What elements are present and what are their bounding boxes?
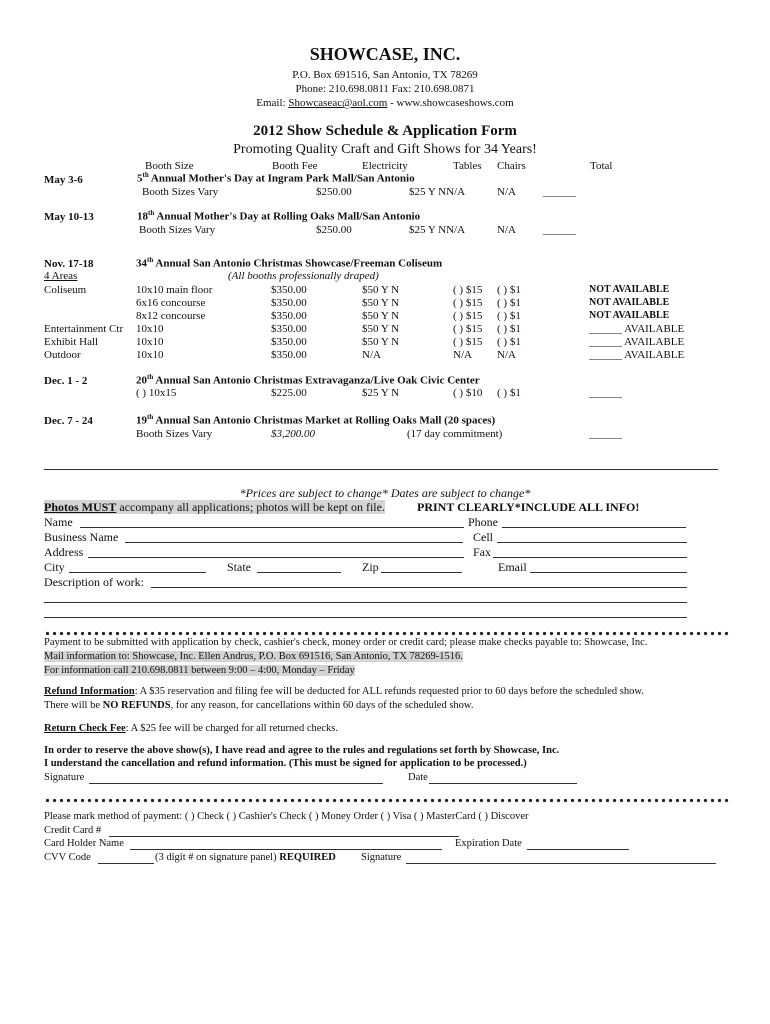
address-field[interactable] bbox=[88, 557, 464, 558]
show-date: May 10-13 bbox=[44, 211, 94, 223]
card-signature-field[interactable] bbox=[406, 863, 716, 864]
col-tables: Tables bbox=[453, 160, 482, 172]
col-booth-size: Booth Size bbox=[145, 160, 194, 172]
email-link[interactable]: Showcaseac@aol.com bbox=[288, 97, 388, 109]
booth-size: 10x10 main floor bbox=[136, 284, 213, 296]
zip-label: Zip bbox=[362, 560, 379, 574]
chairs-option[interactable]: ( ) $1 bbox=[497, 284, 521, 296]
expiration-field[interactable] bbox=[527, 849, 629, 850]
card-holder-field[interactable] bbox=[130, 849, 442, 850]
area-name: Entertainment Ctr bbox=[44, 323, 124, 335]
address-label: Address bbox=[44, 545, 84, 559]
total-field[interactable]: ______ bbox=[589, 428, 622, 440]
zip-field[interactable] bbox=[381, 572, 462, 573]
agreement-text-2: I understand the cancellation and refund information. (This must be signed for application to be processed.) bbox=[44, 758, 527, 769]
electricity-option[interactable]: $50 Y N bbox=[362, 310, 400, 322]
area-name: Coliseum bbox=[44, 284, 87, 296]
expiration-label: Expiration Date bbox=[455, 838, 522, 849]
email-field-label: Email bbox=[498, 560, 527, 574]
email-field[interactable] bbox=[530, 572, 687, 573]
city-label: City bbox=[44, 560, 65, 574]
card-signature-label: Signature bbox=[361, 852, 402, 863]
tables-option[interactable]: ( ) $15 bbox=[453, 310, 483, 322]
tables-option[interactable]: ( ) $15 bbox=[453, 297, 483, 309]
company-address: P.O. Box 691516, San Antonio, TX 78269 bbox=[292, 69, 478, 81]
commitment-note: (17 day commitment) bbox=[407, 428, 503, 440]
booth-fee: $225.00 bbox=[271, 387, 307, 399]
cvv-field[interactable] bbox=[98, 863, 154, 864]
show-title: 19th Annual San Antonio Christmas Market at Rolling Oaks Mall (20 spaces) bbox=[136, 413, 496, 427]
mail-instructions: Mail information to: Showcase, Inc. Ellen Andrus, P.O. Box 691516, San Antonio, TX 78269-1516. bbox=[44, 651, 463, 662]
show-date: Dec. 7 - 24 bbox=[44, 415, 93, 427]
company-phone: Phone: 210.698.0811 Fax: 210.698.0871 bbox=[295, 83, 475, 95]
description-label: Description of work: bbox=[44, 575, 144, 589]
show-title: 18th Annual Mother's Day at Rolling Oaks Mall/San Antonio bbox=[137, 209, 421, 223]
form-title: 2012 Show Schedule & Application Form bbox=[253, 123, 517, 139]
availability[interactable]: ______ AVAILABLE bbox=[589, 336, 685, 348]
chairs-option[interactable]: ( ) $1 bbox=[497, 297, 521, 309]
booth-size: 10x10 bbox=[136, 323, 164, 335]
refund-info-2: There will be NO REFUNDS, for any reason, for cancellations within 60 days of the scheduled show. bbox=[44, 700, 474, 711]
electricity-option[interactable]: $50 Y N bbox=[362, 323, 400, 335]
cvv-label: CVV Code bbox=[44, 852, 91, 863]
booth-size: 10x10 bbox=[136, 336, 164, 348]
phone-field[interactable] bbox=[502, 527, 686, 528]
description-field[interactable] bbox=[151, 587, 687, 588]
booth-size: Booth Sizes Vary bbox=[142, 186, 219, 198]
availability: NOT AVAILABLE bbox=[589, 297, 670, 308]
state-field[interactable] bbox=[257, 572, 341, 573]
electricity-option[interactable]: $50 Y N bbox=[362, 297, 400, 309]
city-field[interactable] bbox=[69, 572, 206, 573]
business-name-field[interactable] bbox=[125, 542, 463, 543]
payment-instructions: Payment to be submitted with application by check, cashier's check, money order or credit card; please make checks payable to: Showcase, Inc. bbox=[44, 637, 648, 648]
chairs-option: N/A bbox=[497, 224, 516, 236]
availability: NOT AVAILABLE bbox=[589, 310, 670, 321]
show-date: Dec. 1 - 2 bbox=[44, 375, 88, 387]
credit-card-label: Credit Card # bbox=[44, 825, 102, 836]
chairs-option[interactable]: ( ) $1 bbox=[497, 323, 521, 335]
return-check-fee: Return Check Fee: A $25 fee will be charged for all returned checks. bbox=[44, 723, 339, 734]
booth-size: Booth Sizes Vary bbox=[139, 224, 216, 236]
chairs-option[interactable]: ( ) $1 bbox=[497, 310, 521, 322]
tables-option[interactable]: ( ) $15 bbox=[453, 336, 483, 348]
electricity-option[interactable]: $25 Y NN/A bbox=[409, 186, 466, 198]
booth-fee: $350.00 bbox=[271, 310, 307, 322]
booth-fee: $350.00 bbox=[271, 284, 307, 296]
booth-fee: $350.00 bbox=[271, 323, 307, 335]
date-field[interactable] bbox=[429, 783, 577, 784]
phone-label: Phone bbox=[468, 515, 498, 529]
price-note: *Prices are subject to change* Dates are subject to change* bbox=[239, 486, 531, 500]
description-field-line[interactable] bbox=[44, 617, 687, 618]
booth-fee: $250.00 bbox=[316, 224, 352, 236]
dotted-divider bbox=[44, 631, 730, 636]
company-name: SHOWCASE, INC. bbox=[309, 44, 461, 64]
cell-label: Cell bbox=[473, 530, 493, 544]
company-contact bbox=[0, 97, 770, 109]
availability: NOT AVAILABLE bbox=[589, 284, 670, 295]
print-clearly-note: PRINT CLEARLY*INCLUDE ALL INFO! bbox=[417, 500, 640, 514]
booth-size: 8x12 concourse bbox=[136, 310, 206, 322]
email-label: Email: bbox=[256, 97, 289, 109]
show-title: 5th Annual Mother's Day at Ingram Park Mall/San Antonio bbox=[137, 171, 415, 185]
total-field[interactable]: ______ bbox=[543, 186, 576, 198]
area-name: Exhibit Hall bbox=[44, 336, 99, 348]
tables-option: N/A bbox=[453, 349, 472, 361]
booth-fee: $350.00 bbox=[271, 297, 307, 309]
electricity-option[interactable]: $50 Y N bbox=[362, 336, 400, 348]
date-label: Date bbox=[408, 772, 428, 783]
section-divider bbox=[44, 469, 718, 470]
booth-size-option[interactable]: ( ) 10x15 bbox=[136, 387, 177, 399]
description-field-line[interactable] bbox=[44, 602, 687, 603]
show-title: 20th Annual San Antonio Christmas Extravaganza/Live Oak Civic Center bbox=[136, 373, 480, 387]
area-name: Outdoor bbox=[44, 349, 81, 361]
electricity-option: N/A bbox=[362, 349, 381, 361]
booth-fee: $3,200.00 bbox=[271, 428, 315, 440]
info-phone: For information call 210.698.0811 between 9:00 – 4:00, Monday – Friday bbox=[44, 665, 355, 676]
refund-info: Refund Information: A $35 reservation and filing fee will be deducted for ALL refunds requested prior to 60 days before the scheduled show. bbox=[44, 686, 644, 697]
tables-option[interactable]: ( ) $15 bbox=[453, 323, 483, 335]
business-name-label: Business Name bbox=[44, 530, 119, 544]
tagline: Promoting Quality Craft and Gift Shows for 34 Years! bbox=[233, 142, 537, 157]
state-label: State bbox=[227, 560, 251, 574]
card-holder-label: Card Holder Name bbox=[44, 838, 124, 849]
show-date: May 3-6 bbox=[44, 174, 83, 186]
col-electricity: Electricity bbox=[362, 160, 408, 172]
booth-size: 6x16 concourse bbox=[136, 297, 206, 309]
dotted-divider bbox=[44, 798, 730, 803]
total-field[interactable]: ______ bbox=[543, 224, 576, 236]
credit-card-field[interactable] bbox=[109, 836, 459, 837]
booth-fee: $350.00 bbox=[271, 336, 307, 348]
areas-label: 4 Areas bbox=[44, 270, 78, 282]
fax-field[interactable] bbox=[493, 557, 687, 558]
electricity-option[interactable]: $25 Y N bbox=[362, 387, 400, 399]
signature-label: Signature bbox=[44, 772, 85, 783]
booth-size: Booth Sizes Vary bbox=[136, 428, 213, 440]
tables-option[interactable]: ( ) $15 bbox=[453, 284, 483, 296]
booth-fee: $350.00 bbox=[271, 349, 307, 361]
col-booth-fee: Booth Fee bbox=[272, 160, 318, 172]
col-chairs: Chairs bbox=[497, 160, 526, 172]
electricity-option[interactable]: $50 Y N bbox=[362, 284, 400, 296]
col-total: Total bbox=[590, 160, 613, 172]
signature-field[interactable] bbox=[89, 783, 383, 784]
total-field[interactable]: ______ bbox=[589, 387, 622, 399]
availability[interactable]: ______ AVAILABLE bbox=[589, 323, 685, 335]
name-field[interactable] bbox=[80, 527, 464, 528]
show-title: 34th Annual San Antonio Christmas Showcase/Freeman Coliseum bbox=[136, 256, 443, 270]
chairs-option: N/A bbox=[497, 186, 516, 198]
electricity-option[interactable]: $25 Y NN/A bbox=[409, 224, 466, 236]
payment-method-options[interactable]: Please mark method of payment: ( ) Check ( ) Cashier's Check ( ) Money Order ( ) Visa ( ) MasterCard ( ) Discover bbox=[44, 811, 529, 822]
cvv-note: (3 digit # on signature panel) REQUIRED bbox=[155, 852, 336, 863]
chairs-option[interactable]: ( ) $1 bbox=[497, 336, 521, 348]
availability[interactable]: ______ AVAILABLE bbox=[589, 349, 685, 361]
booth-fee: $250.00 bbox=[316, 186, 352, 198]
photos-note: Photos MUST accompany all applications; photos will be kept on file. bbox=[44, 500, 385, 514]
show-date: Nov. 17-18 bbox=[44, 258, 94, 270]
show-subtitle: (All booths professionally draped) bbox=[228, 270, 379, 282]
booth-size: 10x10 bbox=[136, 349, 164, 361]
cell-field[interactable] bbox=[497, 542, 687, 543]
agreement-text: In order to reserve the above show(s), I have read and agree to the rules and regulations set forth by Showcase, Inc. bbox=[44, 745, 560, 756]
website-text: - www.showcaseshows.com bbox=[387, 97, 514, 109]
fax-label: Fax bbox=[473, 545, 491, 559]
tables-option[interactable]: ( ) $10 bbox=[453, 387, 483, 399]
name-label: Name bbox=[44, 515, 73, 529]
chairs-option[interactable]: ( ) $1 bbox=[497, 387, 521, 399]
chairs-option: N/A bbox=[497, 349, 516, 361]
